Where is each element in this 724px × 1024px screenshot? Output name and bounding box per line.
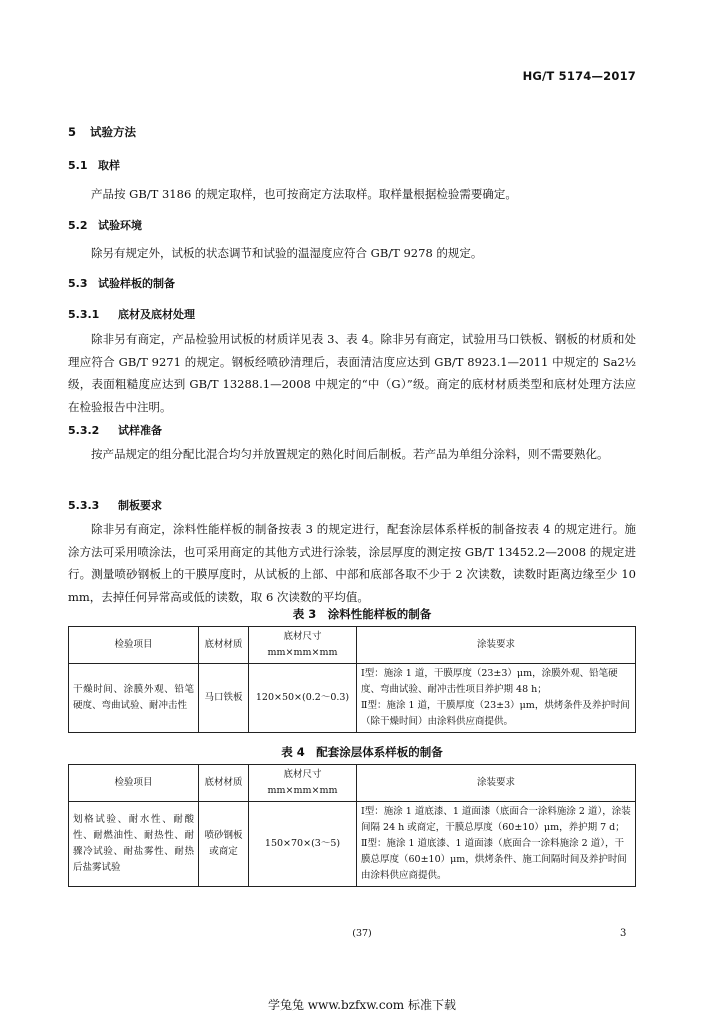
table-3-header-size: 底材尺寸 mm×mm×mm bbox=[249, 627, 357, 664]
table-row bbox=[69, 664, 636, 733]
section-5-1-number: 5.1 bbox=[68, 159, 88, 172]
section-5-title: 试验方法 bbox=[90, 125, 136, 139]
table-4-header-size: 底材尺寸 mm×mm×mm bbox=[249, 765, 357, 802]
table-4-cell-req bbox=[357, 802, 636, 887]
section-5-3-2-text: 按产品规定的组分配比混合均匀并放置规定的熟化时间后制板。若产品为单组分涂料，则不需要熟化。 bbox=[91, 447, 609, 461]
watermark-footer: 学兔兔 www.bzfxw.com 标准下载 bbox=[267, 998, 457, 1012]
section-5-2-text: 除另有规定外，试板的状态调节和试验的温湿度应符合 GB/T 9278 的规定。 bbox=[91, 246, 483, 260]
section-5-3-3-text: 除非另有商定，涂料性能样板的制备按表 3 的规定进行，配套涂层体系样板的制备按表 4 的规定进行。施涂方法可采用喷涂法，也可采用商定的其他方式进行涂装，涂层厚度的测定按 GB/T 13452.2—2008 的规定进行。测量喷砂钢板上的干膜厚度时，从试板的上部、中部和底部各取不少于 2 次读数，读数时距离边缘至少 10 mm，去掉任何异常高或低的读数，取 6 次读数的平均值。 bbox=[68, 522, 636, 604]
table-4-req-type2: Ⅱ型：施涂 1 道底漆、1 道面漆（底面合一涂料施涂 2 道），干膜总厚度（60±10）μm，烘烤条件、施工间隔时间及养护时间由涂料供应商提供。 bbox=[361, 838, 627, 881]
table-3-req-type2: Ⅱ型：施涂 1 道，干膜厚度（23±3）μm，烘烤条件及养护时间（除干燥时间）由涂料供应商提供。 bbox=[361, 700, 630, 727]
section-5-3-1-heading bbox=[68, 306, 195, 322]
table-4 bbox=[68, 764, 636, 887]
table-4-cell-material: 喷砂钢板或商定 bbox=[199, 802, 249, 887]
section-5-3-2-number: 5.3.2 bbox=[68, 424, 100, 437]
table-3-caption: 表 3 涂料性能样板的制备 bbox=[292, 607, 432, 621]
section-5-3-1-title: 底材及底材处理 bbox=[118, 308, 195, 321]
section-5-2-heading bbox=[68, 217, 142, 233]
table-4-cell-size: 150×70×(3～5) bbox=[249, 802, 357, 887]
table-4-header-row bbox=[69, 765, 636, 802]
section-5-3-number: 5.3 bbox=[68, 277, 88, 290]
table-4-caption: 表 4 配套涂层体系样板的制备 bbox=[281, 745, 443, 759]
page-number-right: 3 bbox=[620, 928, 627, 939]
table-3-header-row bbox=[69, 627, 636, 664]
table-row bbox=[69, 802, 636, 887]
table-4-req-type1: Ⅰ型：施涂 1 道底漆、1 道面漆（底面合一涂料施涂 2 道），涂装间隔 24 h 或商定，干膜总厚度（60±10）μm，养护期 7 d； bbox=[361, 806, 631, 833]
standard-code-header: HG/T 5174—2017 bbox=[522, 69, 636, 83]
section-5-3-3-heading bbox=[68, 497, 162, 513]
section-5-3-1-number: 5.3.1 bbox=[68, 308, 100, 321]
table-3 bbox=[68, 626, 636, 733]
table-4-header-req: 涂装要求 bbox=[357, 765, 636, 802]
section-5-1-text: 产品按 GB/T 3186 的规定取样，也可按商定方法取样。取样量根据检验需要确定。 bbox=[91, 187, 517, 201]
table-3-cell-material: 马口铁板 bbox=[199, 664, 249, 733]
section-5-3-2-heading bbox=[68, 422, 162, 438]
section-5-heading bbox=[68, 124, 136, 140]
table-3-cell-item: 干燥时间、涂膜外观、铅笔硬度、弯曲试验、耐冲击性 bbox=[69, 664, 199, 733]
section-5-2-number: 5.2 bbox=[68, 219, 88, 232]
section-5-3-3-title: 制板要求 bbox=[118, 499, 162, 512]
table-3-req-type1: Ⅰ型：施涂 1 道，干膜厚度（23±3）μm，涂膜外观、铅笔硬度、弯曲试验、耐冲击性项目养护期 48 h； bbox=[361, 668, 618, 695]
section-5-3-3-number: 5.3.3 bbox=[68, 499, 100, 512]
section-5-3-heading bbox=[68, 275, 175, 291]
table-4-cell-item: 划格试验、耐水性、耐酸性、耐燃油性、耐热性、耐骤冷试验、耐盐雾性、耐热后盐雾试验 bbox=[69, 802, 199, 887]
table-4-header-material: 底材材质 bbox=[199, 765, 249, 802]
table-3-header-material: 底材材质 bbox=[199, 627, 249, 664]
section-5-number: 5 bbox=[68, 125, 77, 139]
section-5-1-heading bbox=[68, 157, 120, 173]
table-3-header-req: 涂装要求 bbox=[357, 627, 636, 664]
table-3-cell-req bbox=[357, 664, 636, 733]
section-5-3-title: 试验样板的制备 bbox=[98, 277, 175, 290]
table-3-cell-size: 120×50×(0.2～0.3) bbox=[249, 664, 357, 733]
table-3-header-item: 检验项目 bbox=[69, 627, 199, 664]
section-5-3-1-text: 除非另有商定，产品检验用试板的材质详见表 3、表 4。除非另有商定，试验用马口铁板、钢板的材质和处理应符合 GB/T 9271 的规定。钢板经喷砂清理后，表面清洁度应达到 GB/T 8923.1—2011 中规定的 Sa2½级，表面粗糙度应达到 GB/T 13288.1—2008 中规定的“中（G）”级。商定的底材材质类型和底材处理方法应在检验报告中注明。 bbox=[68, 332, 636, 414]
table-4-header-item: 检验项目 bbox=[69, 765, 199, 802]
section-5-3-2-title: 试样准备 bbox=[118, 424, 162, 437]
section-5-2-title: 试验环境 bbox=[98, 219, 142, 232]
page-number-center: (37) bbox=[352, 928, 372, 939]
section-5-1-title: 取样 bbox=[98, 159, 120, 172]
